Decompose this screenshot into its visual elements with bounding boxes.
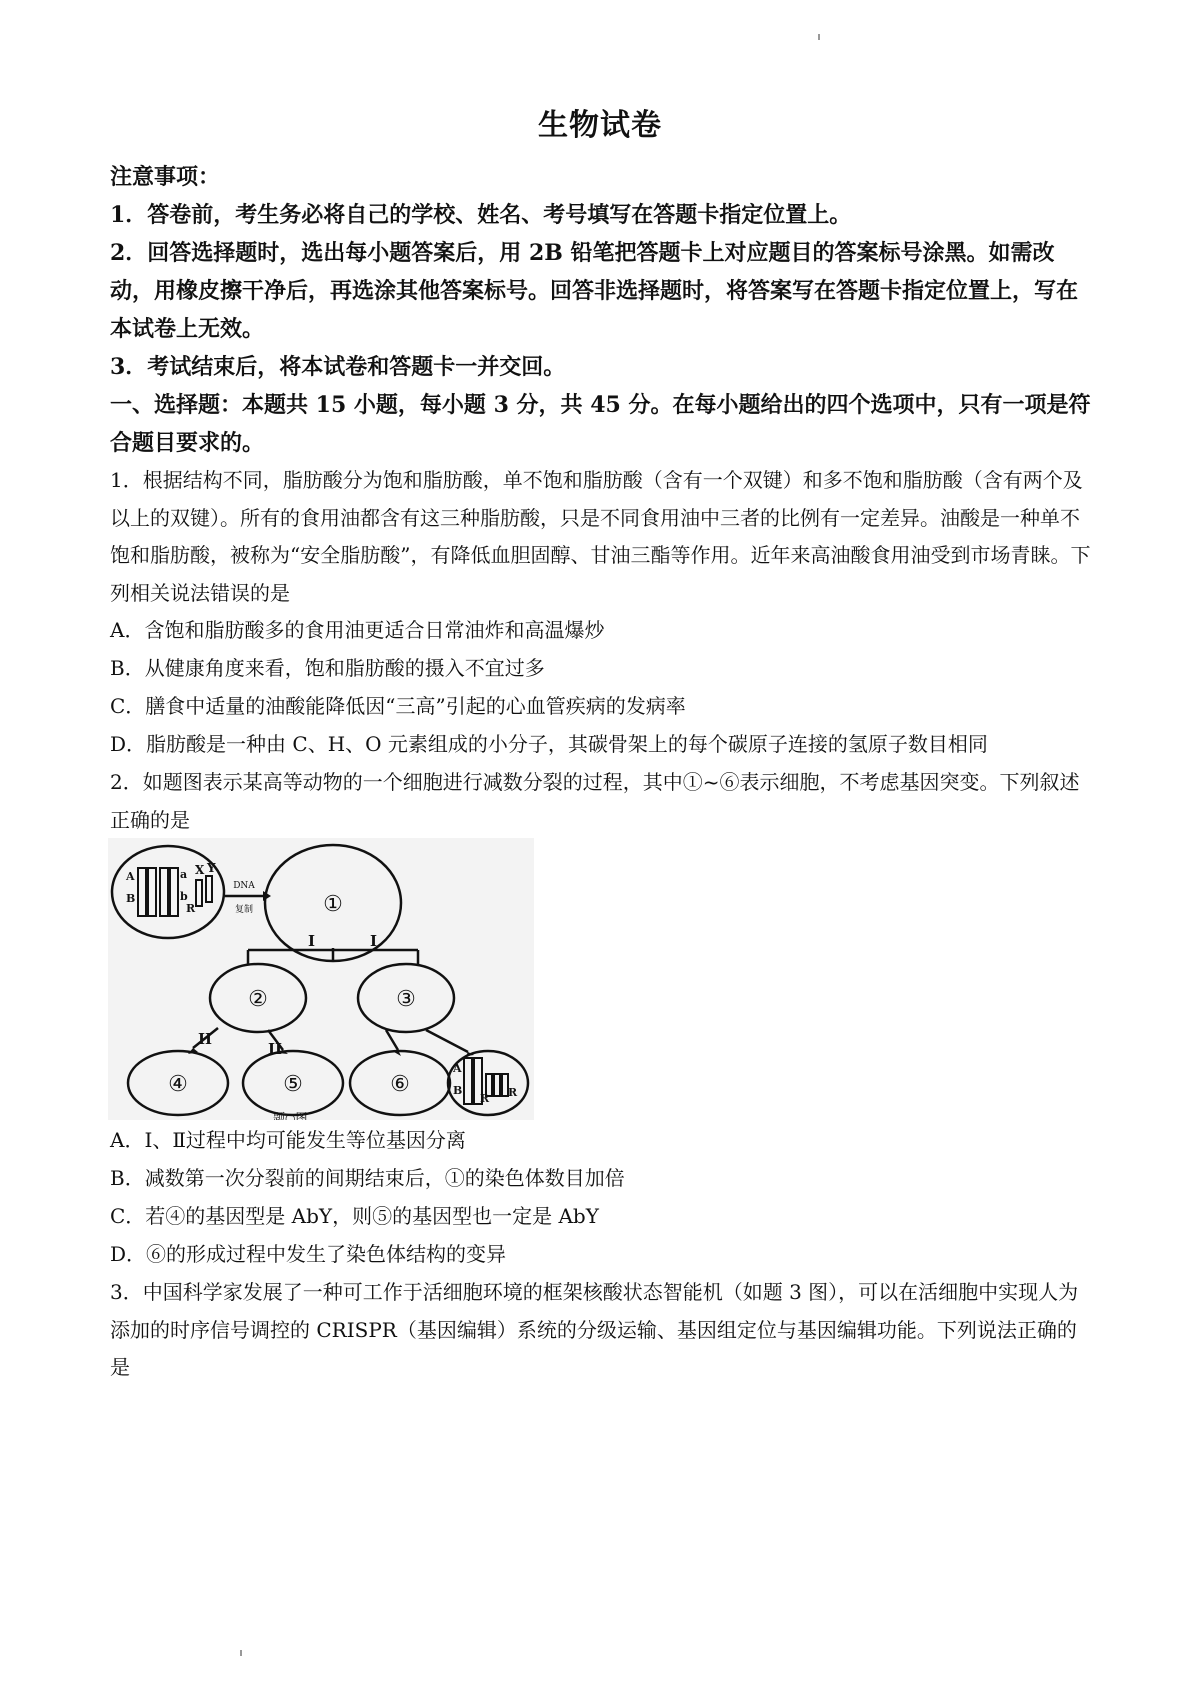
question-1-stem: 1．根据结构不同，脂肪酸分为饱和脂肪酸，单不饱和脂肪酸（含有一个双键）和多不饱和脂肪酸（含有两个及以上的双键）。所有的食用油都含有这三种脂肪酸，只是不同食用油中三者的比例有一定差异。油酸是一种单不饱和脂肪酸，被称为“安全脂肪酸”，有降低血胆固醇、甘油三酯等作用。近年来高油酸食用油受到市场青睐。下列相关说法错误的是 bbox=[110, 468, 1091, 605]
chromosome-bar bbox=[170, 868, 178, 916]
q1-option-a: A．含饱和脂肪酸多的食用油更适合日常油炸和高温爆炒 bbox=[110, 618, 605, 642]
cell-7 bbox=[448, 1051, 528, 1115]
stage-label: I bbox=[308, 932, 316, 950]
meiosis-diagram-svg bbox=[108, 838, 534, 1120]
arrow-label: 复制 bbox=[234, 905, 254, 915]
q2-option-d: D．⑥的形成过程中发生了染色体结构的变异 bbox=[110, 1242, 507, 1266]
cell-number-1: ① bbox=[323, 892, 343, 917]
gene-label: b bbox=[180, 890, 188, 903]
section-heading: 一、选择题：本题共 15 小题，每小题 3 分，共 45 分。在每小题给出的四个选项中，只有一项是符合题目要求的。 bbox=[110, 392, 1091, 456]
chromosome-bar bbox=[138, 868, 146, 916]
notice-item-2: 2．回答选择题时，选出每小题答案后，用 2B 铅笔把答题卡上对应题目的答案标号涂黑。如需改动，用橡皮擦干净后，再选涂其他答案标号。回答非选择题时，将答案写在答题卡指定位置上，写在本试卷上无效。 bbox=[110, 240, 1079, 342]
gene-label: A bbox=[126, 870, 135, 883]
gene-label: B bbox=[126, 892, 136, 905]
q1-option-c: C．膳食中适量的油酸能降低因“三高”引起的心血管疾病的发病率 bbox=[110, 694, 686, 718]
stage-label: II bbox=[198, 1030, 213, 1048]
stage-label: II bbox=[268, 1040, 283, 1058]
gene-label: R bbox=[480, 1092, 490, 1105]
chromosome-bar bbox=[148, 868, 156, 916]
cell-number-3: ③ bbox=[396, 987, 416, 1012]
figure-caption: 题○图 bbox=[273, 1111, 308, 1120]
q2-option-a: A．I、Ⅱ过程中均可能发生等位基因分离 bbox=[110, 1128, 466, 1152]
gene-label: R bbox=[508, 1086, 518, 1099]
cell-number-4: ④ bbox=[168, 1072, 188, 1097]
question-2-stem: 2．如题图表示某高等动物的一个细胞进行减数分裂的过程，其中①~⑥表示细胞，不考虑基因突变。下列叙述正确的是 bbox=[110, 770, 1080, 832]
q2-option-c: C．若④的基因型是 AbY，则⑤的基因型也一定是 AbY bbox=[110, 1204, 599, 1228]
gene-label: a bbox=[180, 868, 188, 881]
chromosome-bar bbox=[196, 880, 202, 906]
cell-number-5: ⑤ bbox=[283, 1072, 303, 1097]
gene-label: X bbox=[195, 863, 205, 877]
chromosome-bar bbox=[160, 868, 168, 916]
scan-mark bbox=[818, 34, 820, 40]
scan-mark bbox=[240, 1650, 242, 1656]
meiosis-diagram bbox=[108, 838, 534, 1120]
notice-item-1: 1．答卷前，考生务必将自己的学校、姓名、考号填写在答题卡指定位置上。 bbox=[110, 202, 852, 228]
chromosome-bar bbox=[206, 876, 212, 902]
q2-option-b: B．减数第一次分裂前的间期结束后，①的染色体数目加倍 bbox=[110, 1166, 625, 1190]
chromosome-bar bbox=[464, 1058, 472, 1104]
stage-label: I bbox=[370, 932, 378, 950]
notice-heading: 注意事项： bbox=[110, 164, 221, 190]
q1-option-b: B．从健康角度来看，饱和脂肪酸的摄入不宜过多 bbox=[110, 656, 545, 680]
cell-number-6: ⑥ bbox=[390, 1072, 410, 1097]
arrow-label: DNA bbox=[233, 881, 255, 891]
chromosome-bar bbox=[494, 1074, 500, 1096]
division-2-lines bbox=[193, 1028, 468, 1052]
cell-number-2: ② bbox=[248, 987, 268, 1012]
page-title: 生物试卷 bbox=[538, 108, 662, 143]
gene-label: A bbox=[453, 1062, 462, 1075]
gene-label: B bbox=[453, 1084, 463, 1097]
q1-option-d: D．脂肪酸是一种由 C、H、O 元素组成的小分子，其碳骨架上的每个碳原子连接的氢原子数目相同 bbox=[110, 732, 988, 756]
gene-label: R bbox=[186, 902, 196, 915]
notice-item-3: 3．考试结束后，将本试卷和答题卡一并交回。 bbox=[110, 354, 566, 380]
gene-label: Y bbox=[207, 861, 216, 875]
question-3-stem: 3．中国科学家发展了一种可工作于活细胞环境的框架核酸状态智能机（如题 3 图），可以在活细胞中实现人为添加的时序信号调控的 CRISPR（基因编辑）系统的分级运输、基因组定位与基因编辑功能。下列说法正确的是 bbox=[110, 1280, 1079, 1379]
